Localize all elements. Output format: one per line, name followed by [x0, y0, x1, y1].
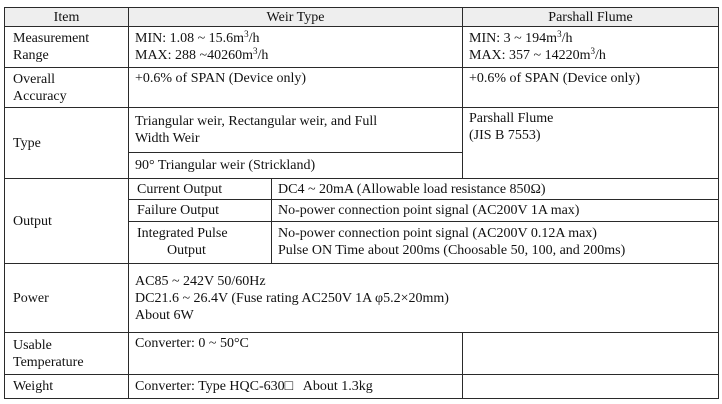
row-usable-temperature [5, 332, 719, 375]
label-measurement-range: Measurement Range [5, 27, 129, 68]
flume-usable-temperature-empty [463, 332, 719, 375]
specification-table [4, 7, 719, 399]
weir-type-list: Triangular weir, Rectangular weir, and Full Width Weir [129, 108, 463, 153]
header-row [5, 8, 719, 27]
weir-type-strickland: 90° Triangular weir (Strickland) [129, 153, 463, 179]
value-failure-output: No-power connection point signal (AC200V 1A max) [272, 200, 719, 221]
row-power [5, 264, 719, 332]
flume-measurement-range: MIN: 3 ~ $194m^3/h$ MAX: 357 ~ $14220m^3/h$ [463, 27, 719, 68]
weir-usable-temperature: Converter: 0 ~ 50°C [129, 332, 463, 375]
flume-weight-empty [463, 375, 719, 399]
row-overall-accuracy [5, 67, 719, 108]
row-current-output [5, 178, 719, 199]
label-pulse-output: Integrated Pulse Output [129, 221, 272, 264]
label-weight: Weight [5, 375, 129, 399]
flume-accuracy: +0.6% of SPAN (Device only) [463, 67, 719, 108]
header-parshall-flume: Parshall Flume [463, 8, 719, 27]
row-type [5, 108, 719, 153]
label-power: Power [5, 264, 129, 332]
value-pulse-output: No-power connection point signal (AC200V 0.12A max) Pulse ON Time about 200ms (Choosable 50, 100, and 200ms) [272, 221, 719, 264]
label-type: Type [5, 108, 129, 178]
row-weight [5, 375, 719, 399]
header-item: Item [5, 8, 129, 27]
weir-measurement-range: MIN: 1.08 ~ $15.6m^3/h$ MAX: 288 $\sim 40260m^3/h$ [129, 27, 463, 68]
label-usable-temperature: Usable Temperature [5, 332, 129, 375]
weir-accuracy: +0.6% of SPAN (Device only) [129, 67, 463, 108]
value-power: AC85 ~ 242V 50/60Hz DC21.6 ~ 26.4V (Fuse rating AC250V 1A φ5.2×20mm) About 6W [129, 264, 719, 332]
label-overall-accuracy: Overall Accuracy [5, 67, 129, 108]
label-current-output: Current Output [129, 178, 272, 199]
weir-weight: Converter: Type HQC-630□ About 1.3kg [129, 375, 463, 399]
row-measurement-range [5, 27, 719, 68]
value-current-output: DC4 ~ 20mA (Allowable load resistance 850Ω) [272, 178, 719, 199]
label-failure-output: Failure Output [129, 200, 272, 221]
header-weir-type: Weir Type [129, 8, 463, 27]
label-output: Output [5, 178, 129, 263]
flume-type: Parshall Flume (JIS B 7553) [463, 108, 719, 178]
